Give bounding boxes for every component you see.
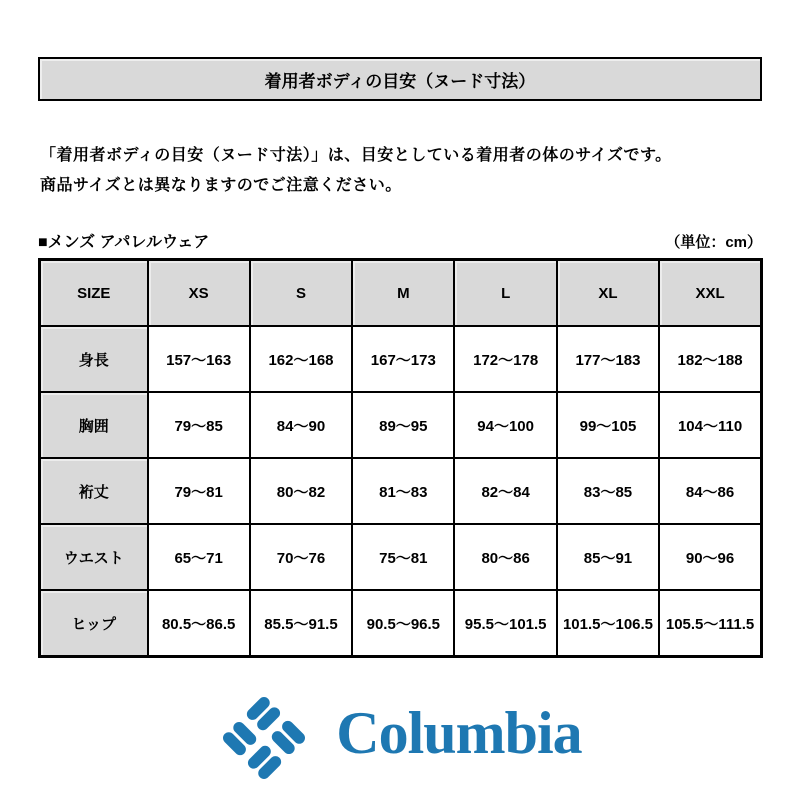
- table-cell: 85〜91: [557, 524, 659, 590]
- row-header-height: 身長: [40, 326, 148, 392]
- table-row-height: [40, 326, 762, 392]
- table-row-hip: [40, 590, 762, 657]
- table-cell: 80.5〜86.5: [148, 590, 250, 657]
- table-cell: 80〜82: [250, 458, 352, 524]
- description-line-1: 「着用者ボディの目安（ヌード寸法）」は、目安としている着用者の体のサイズです。: [40, 147, 672, 164]
- table-header-row: [40, 260, 762, 327]
- title-banner: [38, 57, 762, 101]
- description-paragraph: [40, 141, 672, 201]
- table-cell: 79〜81: [148, 458, 250, 524]
- table-cell: 89〜95: [352, 392, 454, 458]
- table-cell: 101.5〜106.5: [557, 590, 659, 657]
- row-header-chest: 胸囲: [40, 392, 148, 458]
- table-cell: 105.5〜111.5: [659, 590, 761, 657]
- table-cell: 84〜86: [659, 458, 761, 524]
- table-cell: 182〜188: [659, 326, 761, 392]
- table-cell: 81〜83: [352, 458, 454, 524]
- section-heading-row: [38, 229, 762, 252]
- columbia-logo: [0, 692, 800, 784]
- table-row-chest: [40, 392, 762, 458]
- column-header-s: S: [250, 260, 352, 327]
- section-label: ■メンズ アパレルウェア: [38, 234, 210, 251]
- table-cell: 85.5〜91.5: [250, 590, 352, 657]
- table-cell: 84〜90: [250, 392, 352, 458]
- table-cell: 172〜178: [454, 326, 556, 392]
- row-header-hip: ヒップ: [40, 590, 148, 657]
- column-header-size: SIZE: [40, 260, 148, 327]
- column-header-xxl: XXL: [659, 260, 761, 327]
- column-header-xs: XS: [148, 260, 250, 327]
- table-cell: 75〜81: [352, 524, 454, 590]
- column-header-xl: XL: [557, 260, 659, 327]
- table-cell: 177〜183: [557, 326, 659, 392]
- table-cell: 83〜85: [557, 458, 659, 524]
- row-header-waist: ウエスト: [40, 524, 148, 590]
- columbia-wordmark: Columbia: [336, 700, 582, 766]
- table-cell: 95.5〜101.5: [454, 590, 556, 657]
- table-row-sleeve: [40, 458, 762, 524]
- unit-label: （単位：cm）: [665, 234, 762, 251]
- table-cell: 167〜173: [352, 326, 454, 392]
- table-cell: 157〜163: [148, 326, 250, 392]
- column-header-l: L: [454, 260, 556, 327]
- table-cell: 65〜71: [148, 524, 250, 590]
- mens-size-table: [38, 258, 763, 658]
- table-cell: 90〜96: [659, 524, 761, 590]
- table-cell: 99〜105: [557, 392, 659, 458]
- table-cell: 70〜76: [250, 524, 352, 590]
- table-row-waist: [40, 524, 762, 590]
- table-cell: 79〜85: [148, 392, 250, 458]
- table-cell: 162〜168: [250, 326, 352, 392]
- table-cell: 94〜100: [454, 392, 556, 458]
- table-cell: 82〜84: [454, 458, 556, 524]
- table-cell: 90.5〜96.5: [352, 590, 454, 657]
- description-line-2: 商品サイズとは異なりますのでご注意ください。: [40, 177, 402, 194]
- column-header-m: M: [352, 260, 454, 327]
- row-header-sleeve: 裄丈: [40, 458, 148, 524]
- table-cell: 104〜110: [659, 392, 761, 458]
- table-cell: 80〜86: [454, 524, 556, 590]
- page-title: 着用者ボディの目安（ヌード寸法）: [264, 71, 536, 91]
- columbia-diamond-logo-icon: [218, 692, 310, 784]
